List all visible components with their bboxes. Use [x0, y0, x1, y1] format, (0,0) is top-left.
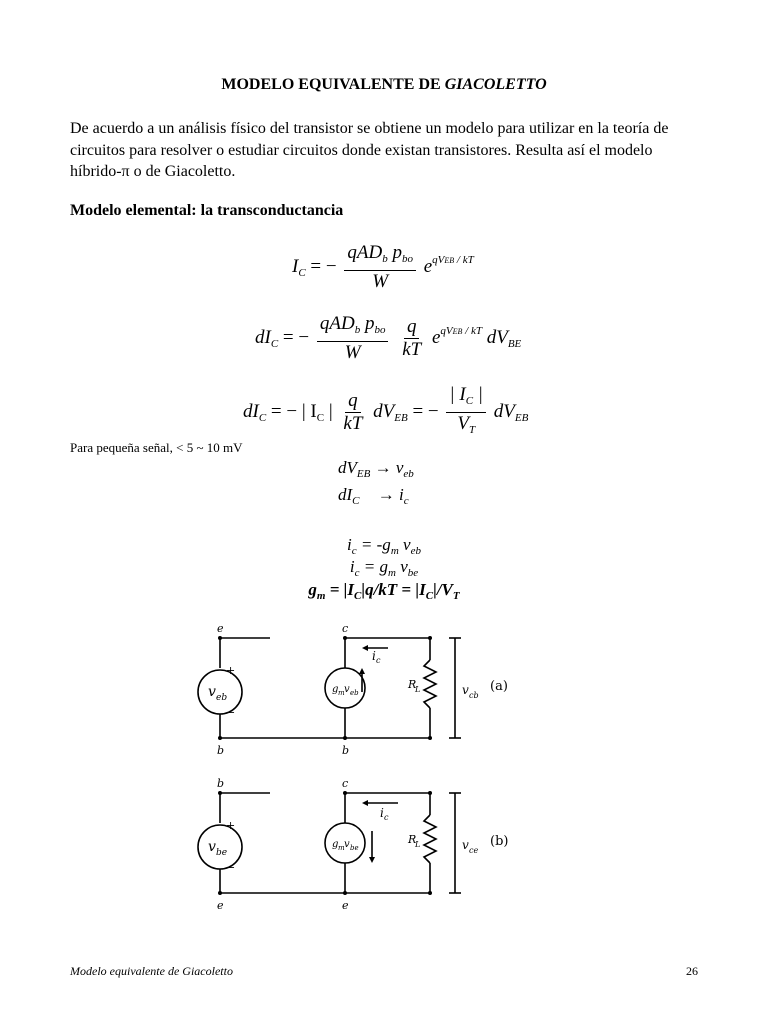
- plus-sign: +: [226, 664, 236, 677]
- node-label: c: [342, 622, 349, 635]
- equation-ic-gm-vbe: $i_c = g_m$ $v_{be}$: [349, 557, 419, 579]
- minus-sign: −: [226, 706, 236, 719]
- source-label: g: [332, 839, 339, 850]
- voltage-label: v: [462, 838, 469, 852]
- intro-paragraph: De acuerdo a un análisis físico del transistor se obtiene un modelo para utilizar en la teoría de circuitos para resolver o estudiar circuitos donde existan transistores. Resulta así el modelo híbrido-π o de Giacoletto.: [70, 120, 669, 180]
- circuit-diagram-b: [190, 775, 530, 915]
- source-label: v: [208, 839, 216, 855]
- svg-text:L: L: [415, 840, 421, 849]
- title-italic: GIACOLETTO: [444, 76, 547, 93]
- current-label: i: [372, 649, 376, 663]
- current-label: i: [380, 806, 384, 820]
- resistor-label: R: [408, 833, 417, 846]
- svg-text:cb: cb: [469, 691, 479, 700]
- equation-ic-gm-veb: $i_c = -g_m$ $v_{eb}$: [347, 535, 421, 557]
- figure-label-b: (b): [490, 834, 509, 849]
- source-label: v: [208, 684, 216, 700]
- plus-sign: +: [226, 819, 236, 832]
- svg-text:m: m: [338, 844, 345, 852]
- svg-text:be: be: [350, 844, 359, 852]
- svg-text:m: m: [338, 689, 345, 697]
- mapping-dveb: $dV_{EB} \to v_{eb}$: [338, 458, 414, 480]
- section-heading: Modelo elemental: la transconductancia: [70, 202, 344, 219]
- svg-text:c: c: [384, 813, 389, 822]
- fraction: $\frac{qAD_b p_{bo}}{W}$: [317, 313, 389, 364]
- svg-text:c: c: [376, 656, 381, 665]
- footer-title: Modelo equivalente de Giacoletto: [70, 964, 233, 978]
- resistor-label: R: [408, 678, 417, 691]
- node-label: b: [217, 744, 225, 757]
- page-title: [0, 76, 768, 94]
- node-label: c: [342, 777, 349, 790]
- voltage-label: v: [462, 683, 469, 697]
- page-number: 26: [686, 964, 698, 978]
- fraction: $\frac{q}{kT}$: [343, 390, 363, 434]
- svg-text:eb: eb: [350, 689, 359, 697]
- equation-dic: $dI_C$ = − $\frac{qAD_b p_{bo}}{W}$ $\frac{q}{kT}$ $e^{qVEB / kT}$ $dV_{BE}$: [255, 313, 522, 363]
- svg-text:ce: ce: [469, 846, 479, 855]
- fraction: $\frac{qAD_b p_{bo}}{W}$: [344, 242, 416, 293]
- fraction: $\frac{| I_C |}{V_T}$: [446, 384, 486, 441]
- fraction: $\frac{q}{kT}$: [402, 316, 422, 360]
- node-label: b: [342, 744, 350, 757]
- node-label: e: [217, 622, 224, 635]
- svg-text:eb: eb: [216, 693, 228, 703]
- equation-ic: $I_C$ = − $\frac{qAD_b p_{bo}}{W}$ $e^{qVEB / kT}$: [292, 242, 474, 292]
- svg-text:be: be: [216, 848, 228, 858]
- small-signal-note: Para pequeña señal, < 5 ~ 10 mV: [70, 440, 243, 455]
- minus-sign: −: [226, 861, 236, 874]
- svg-text:v: v: [344, 684, 350, 695]
- circuit-diagram-a: [190, 620, 530, 760]
- figure-label-a: (a): [490, 679, 508, 694]
- equation-gm: $g_m = |I_C|q/kT = |I_C|/V_T$: [308, 580, 460, 602]
- mapping-dic: $dI_C \to i_c$: [338, 485, 409, 507]
- title-main: MODELO EQUIVALENTE DE: [221, 76, 441, 93]
- node-label: e: [342, 899, 349, 912]
- source-label: g: [332, 684, 339, 695]
- node-label: e: [217, 899, 224, 912]
- node-label: b: [217, 777, 225, 790]
- svg-text:v: v: [344, 839, 350, 850]
- equation-dic-simplified: $dI_C$ = − | $I_C$ | $\frac{q}{kT}$ $dV_{EB}$ = − $\frac{| I_C |}{V_T}$ $dV_{EB}$: [243, 384, 528, 441]
- svg-text:L: L: [415, 685, 421, 694]
